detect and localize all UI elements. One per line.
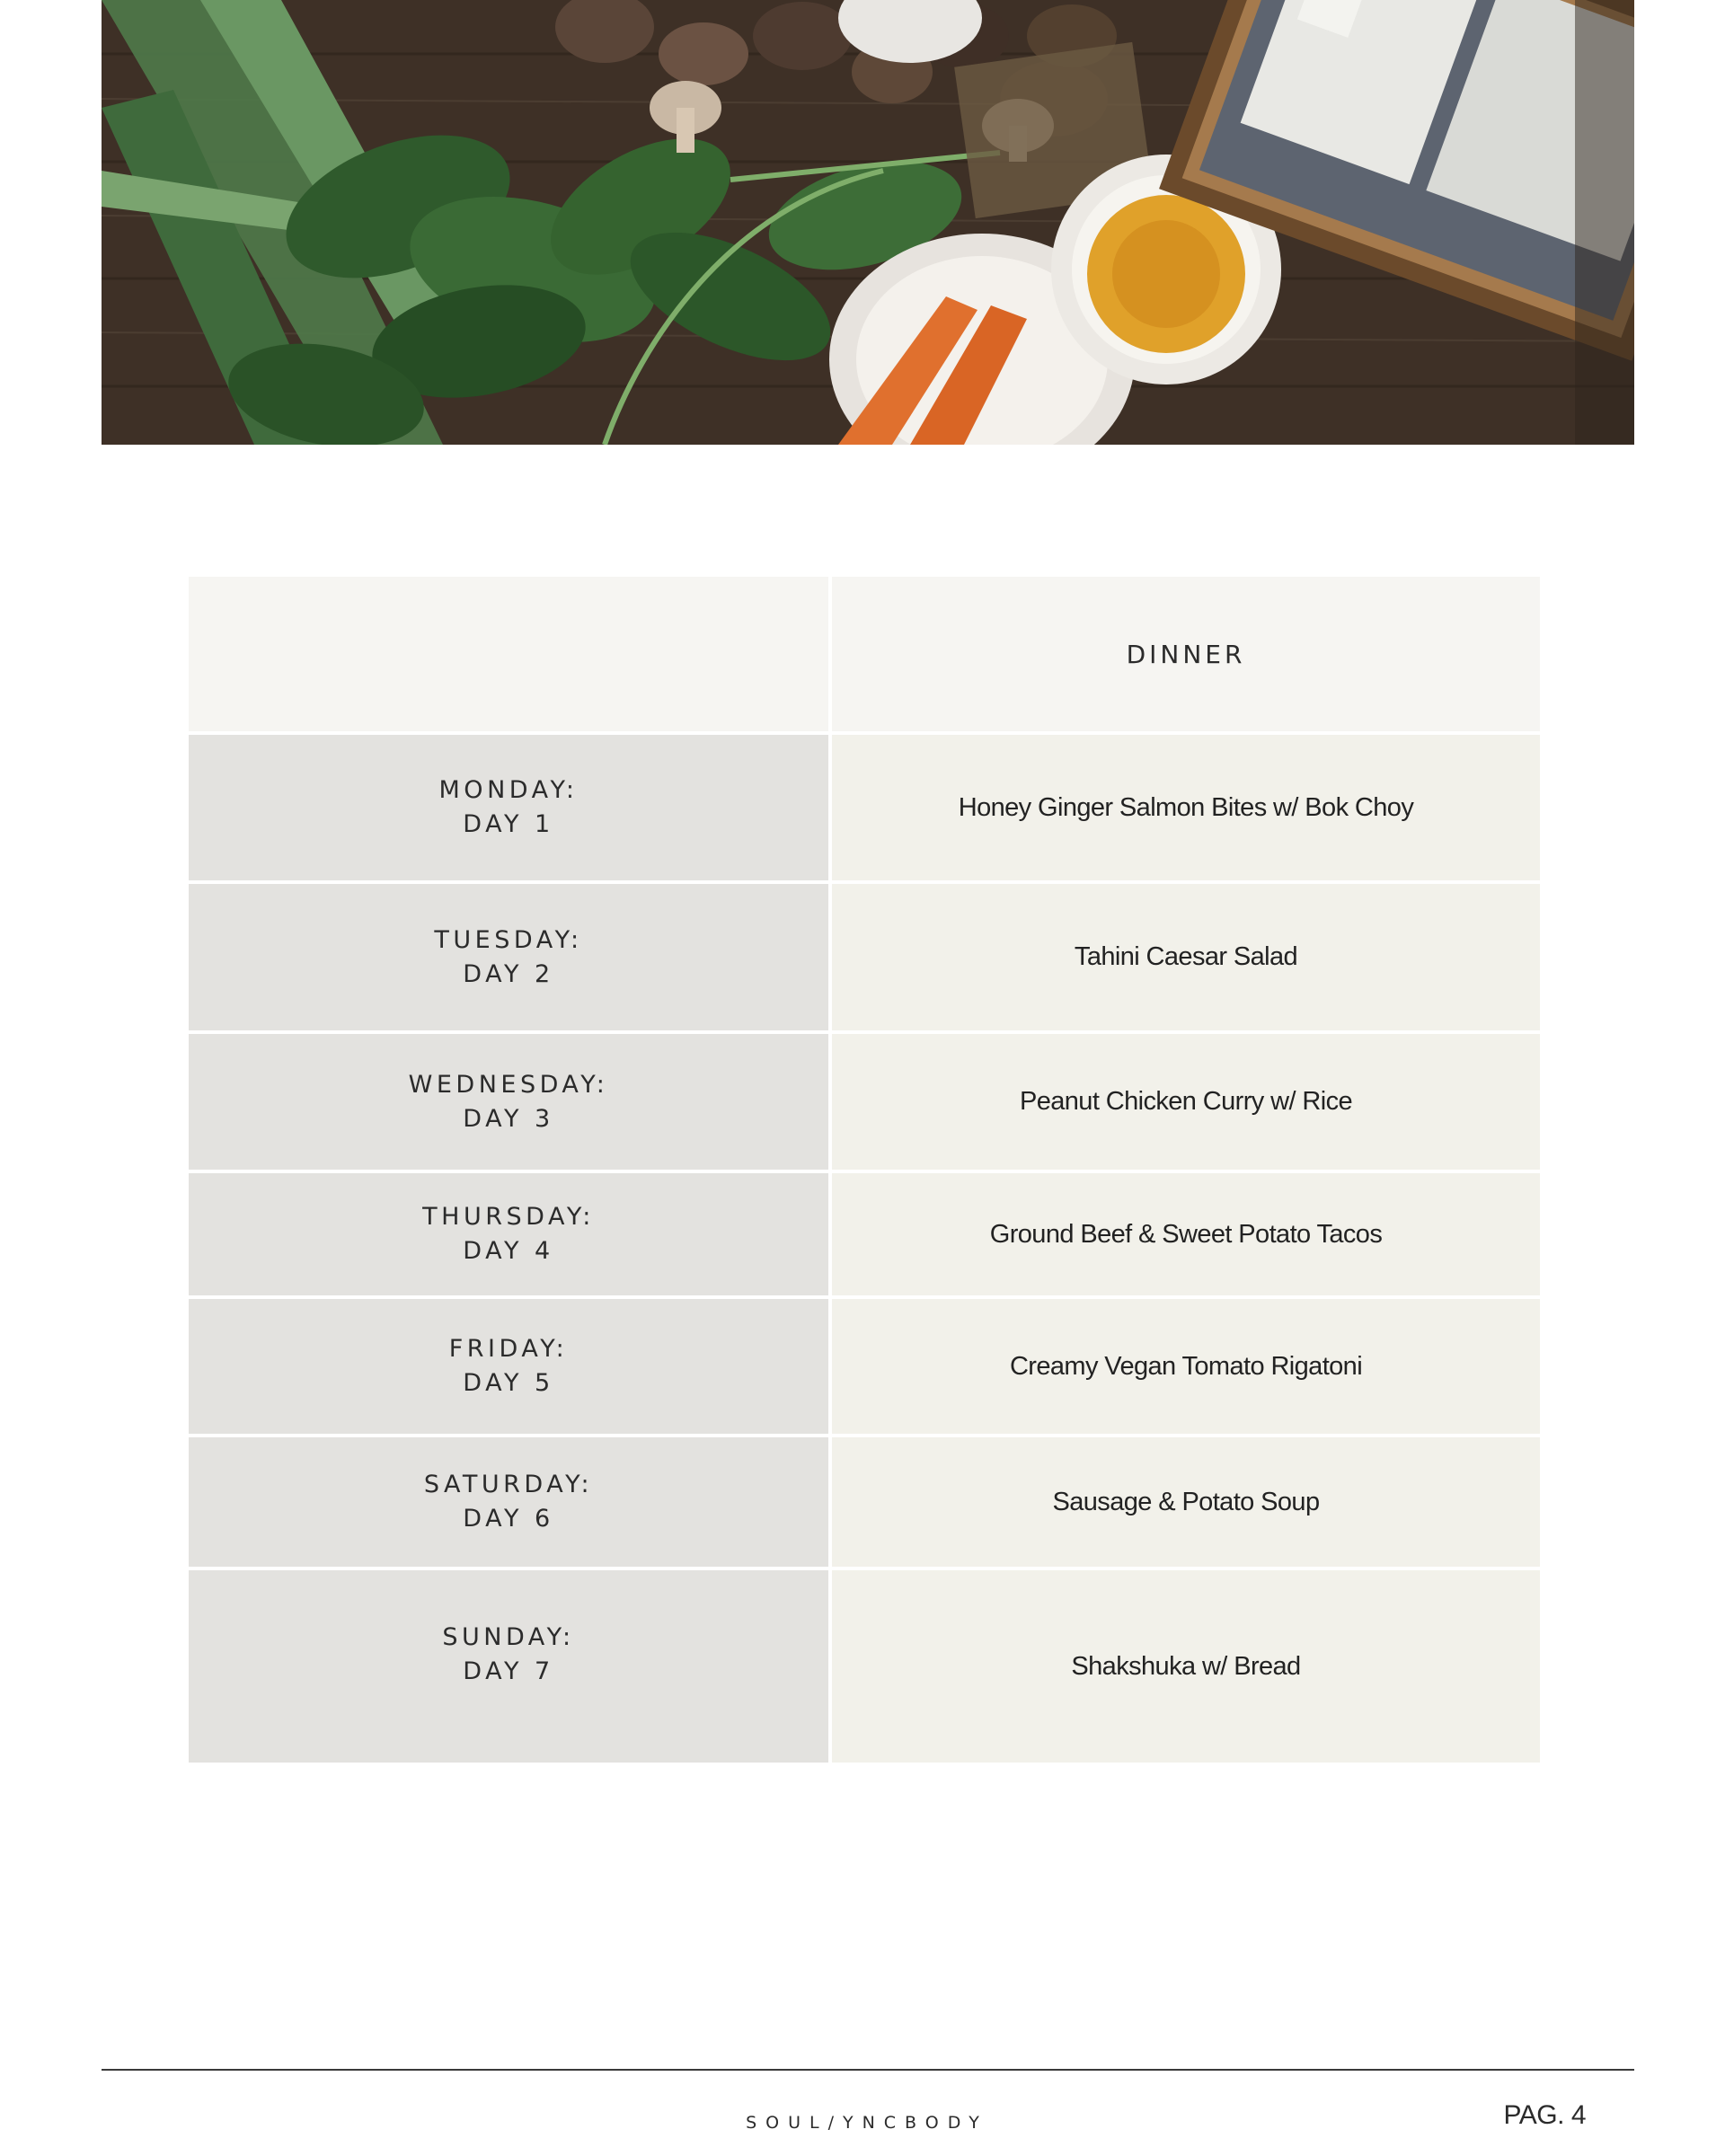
dinner-dish: Peanut Chicken Curry w/ Rice <box>1019 1087 1352 1116</box>
day-name: WEDNESDAY: <box>408 1070 609 1099</box>
table-row <box>189 1173 1540 1299</box>
table-row <box>189 1034 1540 1173</box>
day-cell <box>189 1437 832 1570</box>
dinner-dish: Shakshuka w/ Bread <box>1071 1651 1301 1681</box>
dinner-cell <box>832 1034 1540 1173</box>
day-number: DAY 6 <box>463 1505 554 1533</box>
day-number: DAY 1 <box>463 810 554 838</box>
day-name: FRIDAY: <box>448 1335 569 1363</box>
table-row <box>189 735 1540 884</box>
dinner-cell <box>832 1570 1540 1763</box>
day-cell <box>189 735 832 884</box>
ingredients-illustration <box>102 0 1634 445</box>
day-number: DAY 5 <box>463 1369 554 1397</box>
table-row <box>189 1570 1540 1763</box>
dinner-dish: Honey Ginger Salmon Bites w/ Bok Choy <box>958 792 1414 822</box>
day-name: SATURDAY: <box>423 1471 594 1498</box>
day-number: DAY 4 <box>463 1237 554 1265</box>
dinner-cell <box>832 1173 1540 1299</box>
day-name: SUNDAY: <box>442 1623 575 1651</box>
day-cell <box>189 1570 832 1763</box>
table-row <box>189 1299 1540 1437</box>
hero-food-photo <box>102 0 1634 445</box>
day-name: TUESDAY: <box>434 925 583 954</box>
dinner-dish: Sausage & Potato Soup <box>1052 1487 1320 1516</box>
dinner-cell <box>832 884 1540 1034</box>
day-number: DAY 2 <box>463 959 554 988</box>
dinner-cell <box>832 1299 1540 1437</box>
header-cell-empty <box>189 577 832 735</box>
day-number: DAY 3 <box>463 1104 554 1133</box>
dinner-column-heading: DINNER <box>1126 639 1246 669</box>
dinner-dish: Creamy Vegan Tomato Rigatoni <box>1009 1351 1363 1381</box>
dinner-cell <box>832 1437 1540 1570</box>
table-row <box>189 1437 1540 1570</box>
page-number: PAG. 4 <box>1503 2100 1586 2130</box>
dinner-dish: Ground Beef & Sweet Potato Tacos <box>989 1219 1383 1249</box>
table-header-row <box>189 577 1540 735</box>
day-cell <box>189 884 832 1034</box>
header-cell-dinner <box>832 577 1540 735</box>
day-cell <box>189 1173 832 1299</box>
day-cell <box>189 1034 832 1173</box>
day-number: DAY 7 <box>463 1657 554 1685</box>
table-row <box>189 884 1540 1034</box>
day-name: THURSDAY: <box>422 1203 595 1231</box>
dinner-schedule-table <box>189 577 1540 1763</box>
footer-divider <box>102 2069 1634 2071</box>
dinner-cell <box>832 735 1540 884</box>
brand-wordmark: SOUL/YNCBODY <box>746 2113 988 2133</box>
dinner-dish: Tahini Caesar Salad <box>1074 942 1298 971</box>
day-cell <box>189 1299 832 1437</box>
day-name: MONDAY: <box>438 776 579 804</box>
